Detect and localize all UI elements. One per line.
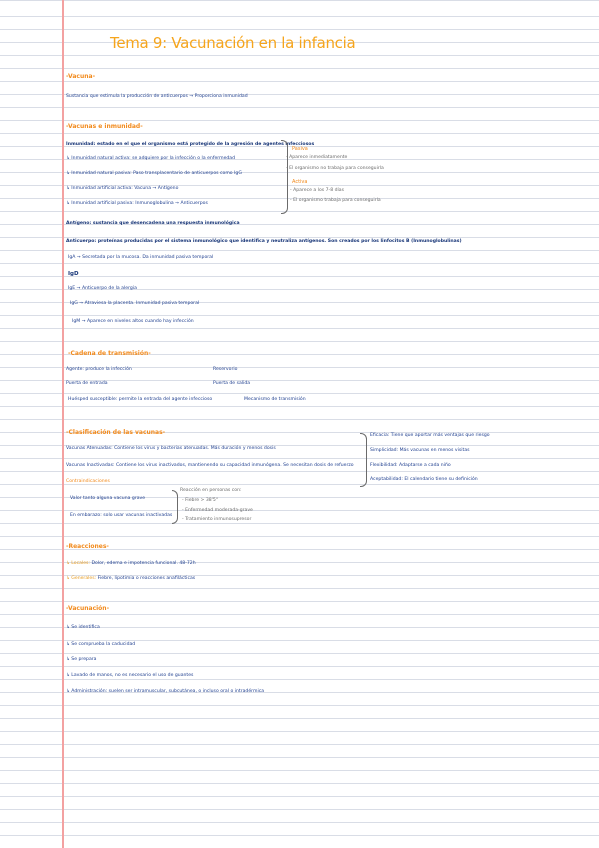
contraindicacion-note: - Enfermedad moderada-grave bbox=[182, 508, 253, 513]
section-heading-vacunacion: -Vacunación- bbox=[66, 605, 110, 612]
brace bbox=[172, 490, 178, 524]
activa-item: - Aparece a los 7-8 días bbox=[290, 188, 344, 193]
vacuna-property: Aceptabilidad: El calendario tiene su definición bbox=[370, 477, 478, 482]
inmunidad-line: ↳ Inmunidad artificial activa: Vacuna → Antígeno bbox=[66, 186, 179, 191]
cadena-puerta-salida: Puerta de salida bbox=[213, 381, 251, 386]
reacciones-generales-text: Fiebre, lipotimia o reacciones anafilácticas bbox=[97, 576, 196, 581]
activa-label: Activa bbox=[292, 179, 308, 185]
reacciones-locales-label: ↳ Locales: bbox=[66, 561, 90, 566]
contraindicaciones-label: Contraindicaciones bbox=[66, 479, 110, 484]
vacuna-definition: Sustancia que estimula la producción de anticuerpos → Proporciona inmunidad bbox=[66, 94, 248, 99]
ig-line: IgD bbox=[68, 271, 79, 277]
contraindicacion-note: Reacción en personas con: bbox=[180, 488, 242, 493]
contraindicacion-note: - Tratamiento inmunosupresor bbox=[182, 517, 252, 522]
vacunas-inactivadas: Vacunas Inactivadas: Contiene los virus inactivados, mantienendo su capacidad inmunógena. Se necesitan dosis de refuerzo bbox=[66, 463, 354, 468]
cadena-mecanismo: Mecanismo de transmisión bbox=[244, 397, 306, 402]
inmunidad-line: ↳ Inmunidad natural pasiva: Paso transplacentario de anticuerpos como IgG bbox=[66, 171, 242, 176]
vacunacion-step: ↳ Se comprueba la caducidad bbox=[66, 642, 136, 647]
cadena-huesped: Huésped susceptible: permite la entrada del agente infeccioso bbox=[68, 397, 213, 402]
ig-line: IgE → Anticuerpo de la alergia bbox=[68, 286, 137, 291]
section-heading-clasificacion: -Clasificación de las vacunas- bbox=[66, 429, 166, 436]
reacciones-generales bbox=[66, 577, 195, 582]
reacciones-locales bbox=[66, 562, 196, 567]
cadena-puerta-entrada: Puerta de entrada bbox=[66, 381, 108, 386]
notebook-margin-line bbox=[62, 0, 64, 848]
section-heading-vacuna: -Vacuna- bbox=[66, 73, 96, 80]
cadena-agente: Agente: produce la infección bbox=[66, 367, 132, 372]
vacuna-property: Flexibilidad: Adaptarse a cada niño bbox=[370, 463, 451, 468]
section-heading-reacciones: -Reacciones- bbox=[66, 543, 109, 550]
inmunidad-line: ↳ Inmunidad artificial pasiva: Inmunoglobulina → Anticuerpos bbox=[66, 201, 208, 206]
pasiva-label: Pasiva bbox=[292, 146, 308, 152]
section-heading-cadena: -Cadena de transmisión- bbox=[68, 350, 151, 357]
reacciones-locales-text: Dolor, edema e impotencia funcional. 48-72h bbox=[91, 561, 196, 566]
pasiva-item: - Aparece inmediatamente bbox=[286, 155, 348, 160]
vacunas-atenuadas: Vacunas Atenuadas: Contiene los virus y bacterias atenuadas. Más duración y menos dosis bbox=[66, 446, 276, 451]
reacciones-generales-label: ↳ Generales: bbox=[66, 576, 97, 581]
vacunacion-step: ↳ Se identifica bbox=[66, 625, 100, 630]
activa-item: - El organismo trabaja para conseguirla bbox=[290, 198, 381, 203]
contraindicacion-note: - Fiebre > 38'5° bbox=[182, 498, 219, 503]
vacunacion-step: ↳ Lavado de manos, no es necesario el uso de guantes bbox=[66, 673, 194, 678]
vacunacion-step: ↳ Se prepara bbox=[66, 657, 97, 662]
brace bbox=[281, 140, 288, 214]
page-title: Tema 9: Vacunación en la infancia bbox=[110, 34, 356, 52]
contraindicacion-item: En embarazo: solo usar vacunas inactivadas bbox=[70, 513, 173, 518]
inmunidad-line: Antígeno: sustancia que desencadena una respuesta inmunológica bbox=[66, 221, 240, 226]
ig-line: IgA → Secretada por la mucosa. Da inmunidad pasiva temporal bbox=[68, 255, 214, 260]
inmunidad-line: Anticuerpo: proteínas producidas por el sistema inmunológico que identifica y neutraliza antígenos. Son creados por los linfocitos B (Inmunoglobulinas) bbox=[66, 239, 462, 244]
contraindicacion-item: Valor tanto alguna vacuna grave bbox=[70, 496, 146, 501]
inmunidad-line: ↳ Inmunidad natural activa: se adquiere por la infección o la enfermedad bbox=[66, 156, 236, 161]
vacunacion-step: ↳ Administración: suelen ser intramuscular, subcutánea, o incluso oral o intradérmica bbox=[66, 689, 265, 694]
ig-line: IgG → Atraviesa la placenta. Inmunidad pasiva temporal bbox=[70, 301, 200, 306]
cadena-reservorio: Reservorio bbox=[213, 367, 238, 372]
vacuna-property: Eficacia: Tiene que aportar más ventajas que riesgo bbox=[370, 433, 490, 438]
brace bbox=[360, 433, 367, 487]
ig-line: IgM → Aparece en niveles altos cuando hay infección bbox=[72, 319, 194, 324]
vacuna-property: Simplicidad: Más vacunas en menos visitas bbox=[370, 448, 470, 453]
inmunidad-line: Inmunidad: estado en el que el organismo está protegido de la agresión de agentes infecciosos bbox=[66, 142, 315, 147]
pasiva-item: - El organismo no trabaja para conseguirla bbox=[286, 166, 384, 171]
section-heading-inmunidad: -Vacunas e inmunidad- bbox=[66, 123, 143, 130]
